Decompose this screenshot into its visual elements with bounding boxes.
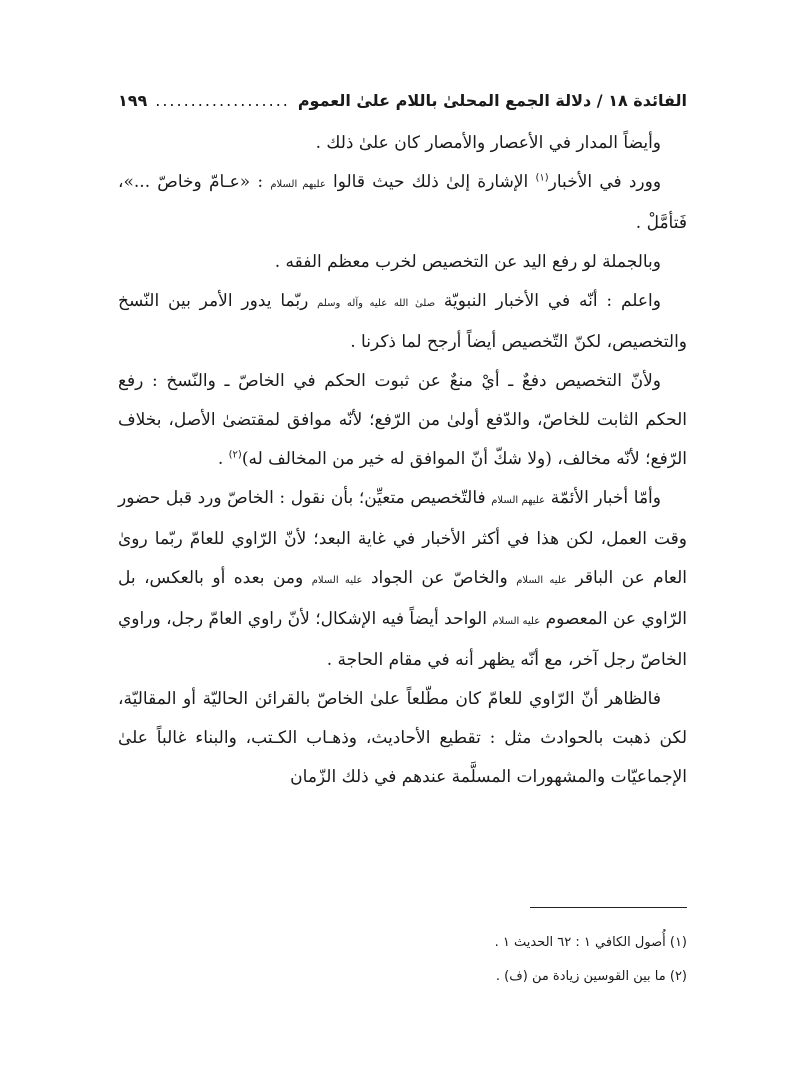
paragraph: وورد في الأخبار$^{(١)}$ الإشارة إلىٰ ذلك حيث قالوا عليهم السلام : «عـامّ وخاصّ ...»، فَتأمَّلْ . xyxy=(118,172,687,233)
header-leader-dots: ................... xyxy=(155,90,290,110)
paragraph: ولأنّ التخصيص دفعٌ ـ أيْ منعٌ عن ثبوت الحكم في الخاصّ ـ والنّسخ : رفع الحكم الثابت للخاصّ، والدّفع أولىٰ من الرّفع؛ لأنّه موافق لمقتضىٰ الأصل، بخلاف الرّفع؛ لأنّه مخالف، (ولا شكّ أنّ الموافق له خير من المخالف له)$^{(٢)}$ . xyxy=(118,371,687,469)
footnote-ref-1[interactable]: (١) xyxy=(535,172,549,184)
footnotes xyxy=(118,926,687,994)
honorific: عليه السلام xyxy=(492,616,541,627)
footnote-1: (١) أُصول الكافي ١ : ٦٢ الحديث ١ . xyxy=(494,935,687,950)
paragraph: فالظاهر أنّ الرّاوي للعامّ كان مطّلعاً علىٰ الخاصّ بالقرائن الحاليّة أو المقاليّة، لكن ذهبت بالحوادث مثل : تقطيع الأحاديث، وذهـاب الكـتب، والبناء غالباً علىٰ الإجماعيّات والمشهورات المسلَّمة عندهم في ذلك الزّمان xyxy=(118,689,687,787)
footnote-ref-2[interactable]: (٢) xyxy=(228,449,242,461)
footnote-2: (٢) ما بين القوسين زيادة من (ف) . xyxy=(495,969,687,984)
body-text xyxy=(118,124,687,797)
honorific: عليه السلام xyxy=(311,575,363,586)
header-title: الفائدة ١٨ / دلالة الجمع المحلىٰ باللام علىٰ العموم xyxy=(297,90,687,110)
running-header xyxy=(118,86,687,114)
paragraph: وأمّا أخبار الأئمّة عليهم السلام فالتّخصيص متعيِّن؛ بأن نقول : الخاصّ ورد قبل حضور وقت العمل، لكن هذا في أكثر الأخبار في غاية البعد؛ لأنّ الرّاوي للعامّ ربّما روىٰ العام عن الباقر عليه السلام والخاصّ عن الجواد عليه السلام ومن بعده أو بالعكس، بل الرّاوي عن المعصوم عليه السلام الواحد أيضاً فيه الإشكال؛ لأنّ راوي العامّ رجل، وراوي الخاصّ رجل آخر، مع أنّه يظهر أنه في مقام الحاجة . xyxy=(118,488,687,670)
honorific: صلىٰ الله عليه وآله وسلم xyxy=(317,298,436,309)
paragraph: وأيضاً المدار في الأعصار والأمصار كان علىٰ ذلك . xyxy=(315,133,661,153)
honorific: عليهم السلام xyxy=(491,495,546,506)
paragraph: واعلم : أنّه في الأخبار النبويّة صلىٰ الله عليه وآله وسلم ربّما يدور الأمر بين النّسخ والتخصيص، لكنّ التّخصيص أيضاً أرجح لما ذكرنا . xyxy=(118,291,687,352)
footnote-separator xyxy=(530,907,687,908)
honorific: عليه السلام xyxy=(516,575,567,586)
page-number: ١٩٩ xyxy=(118,90,148,110)
honorific: عليهم السلام xyxy=(270,179,326,190)
paragraph: وبالجملة لو رفع اليد عن التخصيص لخرب معظم الفقه . xyxy=(274,252,661,272)
